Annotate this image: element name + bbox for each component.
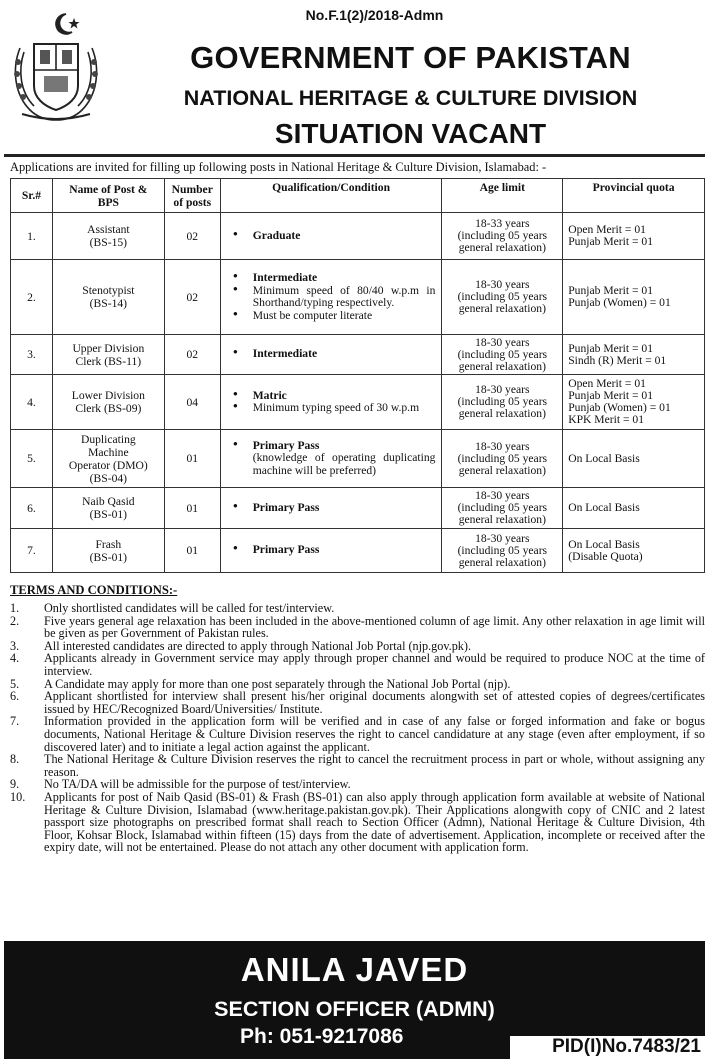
table-row (11, 488, 705, 529)
notice-heading: SITUATION VACANT (274, 118, 547, 149)
qualification-item: • Primary Pass (233, 544, 436, 557)
term-item (10, 615, 705, 640)
table-row (11, 260, 705, 335)
cell-provincial-quota: On Local Basis (563, 488, 705, 529)
cell-provincial-quota: Punjab Merit = 01 Sindh (R) Merit = 01 (563, 335, 705, 375)
cell-sr: 1. (11, 213, 53, 260)
government-heading: GOVERNMENT OF PAKISTAN (190, 40, 631, 75)
officer-name: ANILA JAVED (240, 951, 469, 988)
cell-number: 04 (164, 375, 220, 430)
cell-qualification (220, 375, 442, 430)
cell-post: Duplicating Machine Operator (DMO) (BS-04) (52, 430, 164, 488)
term-item (10, 602, 705, 615)
term-number: 1. (10, 601, 20, 615)
cell-sr: 7. (11, 529, 53, 573)
header-quota: Provincial quota (563, 179, 705, 213)
term-text: No TA/DA will be admissible for the purpose of test/interview. (44, 777, 351, 792)
cell-number: 02 (164, 213, 220, 260)
term-item (10, 715, 705, 753)
term-item (10, 753, 705, 778)
terms-title: TERMS AND CONDITIONS:- (10, 583, 178, 597)
term-item (10, 791, 705, 854)
cell-post: Lower Division Clerk (BS-09) (52, 375, 164, 430)
header-number: Number of posts (164, 179, 220, 213)
qualification-item: • Intermediate (233, 348, 436, 361)
cell-number: 02 (164, 260, 220, 335)
cell-qualification (220, 213, 442, 260)
cell-qualification (220, 260, 442, 335)
term-text: Applicants for post of Naib Qasid (BS-01) & Frash (BS-01) can also apply through application form available at website of National Heritage & Culture Division, Islamabad (www.heritage.pakistan.gov.pk). Their Applications alongwith copy of CNIC and 2 latest passport size photographs on prescribed format shall reach to Section Officer (Admn), National Heritage & Culture Division, 4th Floor, Kohsar Block, Islamabad within fifteen (15) days from the date of advertisement. Application, incomplete or received after the expiry date, will not be entertained. Please do not attach any other document with application form. (44, 789, 705, 855)
table-row (11, 375, 705, 430)
term-text: Applicants already in Government service may apply through proper channel and would be required to produce NOC at the time of interview. (44, 651, 705, 678)
term-number: 5. (10, 676, 20, 691)
term-number: 4. (10, 651, 20, 666)
term-text: A Candidate may apply for more than one post separately through the National Job Portal (njp). (44, 676, 511, 691)
cell-post: Frash (BS-01) (52, 529, 164, 573)
term-text: Applicant shortlisted for interview shall present his/her original documents alongwith set of attested copies of degrees/certificates issued by HEC/Recognized Board/Universities/ Institute. (44, 689, 705, 716)
cell-number: 01 (164, 488, 220, 529)
term-item (10, 652, 705, 677)
term-number: 6. (10, 689, 20, 704)
term-number: 9. (10, 777, 20, 792)
cell-post: Upper Division Clerk (BS-11) (52, 335, 164, 375)
cell-age-limit: 18-30 years (including 05 years general relaxation) (442, 430, 563, 488)
table-row (11, 529, 705, 573)
header-sr: Sr.# (11, 179, 53, 213)
table-row (11, 430, 705, 488)
cell-qualification (220, 335, 442, 375)
posts-table (10, 178, 705, 573)
cell-age-limit: 18-30 years (including 05 years general relaxation) (442, 529, 563, 573)
cell-post: Stenotypist (BS-14) (52, 260, 164, 335)
cell-qualification (220, 430, 442, 488)
cell-sr: 3. (11, 335, 53, 375)
header-qualification: Qualification/Condition (220, 179, 442, 213)
term-text: All interested candidates are directed to apply through National Job Portal (njp.gov.pk). (44, 638, 472, 653)
header-age: Age limit (442, 179, 563, 213)
cell-sr: 2. (11, 260, 53, 335)
term-text: The National Heritage & Culture Division reserves the right to cancel the recruitment process in part or whole, without assigning any reason. (44, 752, 705, 779)
posts-table-body (11, 213, 705, 573)
term-number: 8. (10, 752, 20, 767)
reference-number: No.F.1(2)/2018-Admn (305, 7, 444, 23)
officer-phone: Ph: 051-9217086 (240, 1025, 404, 1048)
intro-text: Applications are invited for filling up following posts in National Heritage & Culture Division, Islamabad: - (10, 160, 547, 174)
cell-age-limit: 18-30 years (including 05 years general relaxation) (442, 260, 563, 335)
cell-number: 01 (164, 529, 220, 573)
term-text: Only shortlisted candidates will be called for test/interview. (44, 601, 335, 615)
table-row (11, 213, 705, 260)
cell-provincial-quota: On Local Basis (563, 430, 705, 488)
cell-provincial-quota: Open Merit = 01 Punjab Merit = 01 Punjab (Women) = 01 KPK Merit = 01 (563, 375, 705, 430)
qualification-item: (knowledge of operating duplicating machine will be preferred) (252, 451, 436, 477)
cell-qualification (220, 529, 442, 573)
cell-age-limit: 18-30 years (including 05 years general relaxation) (442, 375, 563, 430)
state-emblem-icon (8, 8, 104, 124)
cell-provincial-quota: On Local Basis (Disable Quota) (563, 529, 705, 573)
division-heading: NATIONAL HERITAGE & CULTURE DIVISION (183, 86, 638, 110)
cell-provincial-quota: Open Merit = 01 Punjab Merit = 01 (563, 213, 705, 260)
cell-post: Naib Qasid (BS-01) (52, 488, 164, 529)
qualification-item: • Primary Pass (233, 502, 436, 515)
qualification-item: • Matric (233, 390, 436, 403)
cell-post: Assistant (BS-15) (52, 213, 164, 260)
qualification-item: • Primary Pass (233, 440, 436, 453)
cell-sr: 6. (11, 488, 53, 529)
term-number: 10. (10, 789, 26, 804)
table-header-row (11, 179, 705, 213)
cell-qualification (220, 488, 442, 529)
officer-title: SECTION OFFICER (ADMN) (214, 997, 495, 1021)
cell-sr: 4. (11, 375, 53, 430)
qualification-item: • Intermediate (233, 272, 436, 285)
qualification-item: • Graduate (233, 230, 436, 243)
cell-age-limit: 18-30 years (including 05 years general relaxation) (442, 335, 563, 375)
cell-age-limit: 18-30 years (including 05 years general relaxation) (442, 488, 563, 529)
pid-number: PID(I)No.7483/21 (510, 1036, 705, 1062)
term-text: Information provided in the application form will be verified and in case of any false or forged information and fake or bogus documents, National Heritage & Culture Division reserves the right to cancel candidature at any stage (even after employment, if so discovered later) and to initiate a legal action against the applicant. (44, 714, 705, 754)
cell-sr: 5. (11, 430, 53, 488)
qualification-item: • Minimum typing speed of 30 w.p.m (233, 402, 436, 415)
cell-number: 01 (164, 430, 220, 488)
qualification-item: • Must be computer literate (233, 310, 436, 323)
header-divider (4, 154, 705, 157)
qualification-item: • Minimum speed of 80/40 w.p.m in Shorthand/typing respectively. (233, 285, 436, 310)
cell-age-limit: 18-33 years (including 05 years general relaxation) (442, 213, 563, 260)
term-number: 7. (10, 714, 20, 729)
cell-provincial-quota: Punjab Merit = 01 Punjab (Women) = 01 (563, 260, 705, 335)
term-text: Five years general age relaxation has been included in the above-mentioned column of age limit. Any other relaxation in age limit will be given as per Government of Pakistan rules. (44, 613, 705, 641)
cell-number: 02 (164, 335, 220, 375)
term-number: 2. (10, 613, 20, 628)
table-row (11, 335, 705, 375)
term-item (10, 690, 705, 715)
terms-list (10, 602, 705, 854)
header-post: Name of Post & BPS (52, 179, 164, 213)
term-number: 3. (10, 638, 20, 653)
